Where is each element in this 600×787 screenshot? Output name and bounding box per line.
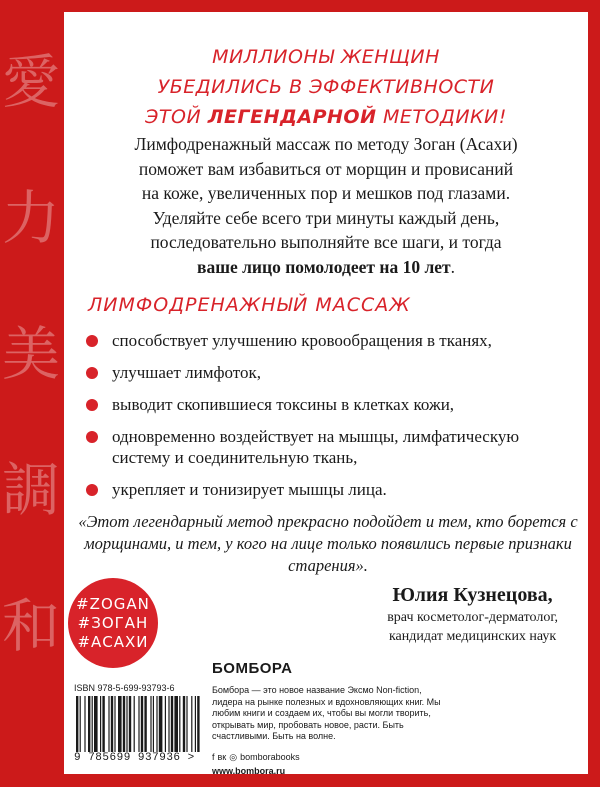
barcode-bar [134, 696, 135, 752]
intro-line: на коже, увеличенных пор и мешков под глазами. [141, 183, 511, 203]
publisher-block [212, 660, 452, 776]
barcode-bar [195, 696, 196, 752]
vk-icon: вк [217, 752, 227, 762]
barcode-bar [92, 696, 93, 752]
publisher-website: www.bombora.ru [212, 765, 286, 776]
barcode-bar [150, 696, 151, 752]
list-item [86, 479, 566, 500]
barcode-bar [108, 696, 109, 752]
barcode-bar [94, 696, 98, 752]
author-role: врач косметолог-дерматолог, [387, 610, 558, 625]
intro-line: поможет вам избавиться от морщин и провисаний [138, 158, 514, 179]
barcode-bar [76, 696, 78, 752]
barcode-bar [114, 696, 115, 752]
barcode-bar [88, 696, 90, 752]
list-item-text: одновременно воздействует на мышцы, лимфатическую систему и соединительную ткань, [112, 427, 520, 467]
headline-line [64, 102, 588, 132]
list-item [86, 426, 566, 468]
barcode-bar [186, 696, 187, 752]
barcode-bar [174, 696, 178, 752]
bullet-dot-icon [86, 335, 98, 347]
barcode-bar [111, 696, 113, 752]
intro-paragraph [64, 132, 588, 279]
kanji-char: 調 [1, 456, 60, 524]
barcode-bar [168, 696, 169, 752]
barcode-bar [129, 696, 131, 752]
hashtag: #АСАХИ [77, 632, 149, 651]
intro-line: последовательно выполняйте все шаги, и тогда [150, 232, 502, 252]
content-panel [64, 12, 588, 774]
barcode-bar [179, 696, 180, 752]
kanji-char: 和 [1, 592, 60, 660]
barcode-number: 9 785699 937936 > [74, 752, 195, 764]
kanji-char: 愛 [1, 48, 60, 116]
list-item-text: способствует улучшению кровообращения в тканях, [112, 331, 492, 350]
kanji-char: 力 [1, 184, 60, 252]
section-title: ЛИМФОДРЕНАЖНЫЙ МАССАЖ [88, 294, 411, 316]
publisher-logo: БОМБОРА [212, 660, 293, 677]
kanji-char: 美 [1, 320, 60, 388]
intro-bold: ваше лицо помолодеет на 10 лет [197, 256, 451, 277]
barcode-bar [197, 696, 199, 752]
hashtag-badge [68, 578, 158, 668]
intro-tail: . [450, 256, 455, 277]
barcode-bar [84, 696, 85, 752]
headline-bold: ЛЕГЕНДАРНОЙ [207, 106, 377, 128]
publisher-description: Бомбора — это новое название Эксмо Non-fiction, лидера на рынке полезных и вдохновляющих книг. Мы любим книги и создаем их, чтобы вы могли творить, открывать мир, пробовать новое, расти. Быть счастливыми. Быть на волне. [212, 685, 441, 741]
bullet-dot-icon [86, 484, 98, 496]
headline-text: МЕТОДИКИ! [376, 106, 507, 128]
barcode-bar [171, 696, 173, 752]
barcode-bar [183, 696, 185, 752]
testimonial-quote: «Этот легендарный метод прекрасно подойдет и тем, кто борется с морщинами, и тем, у кого на лице только появились первые признаки старения». [78, 512, 578, 575]
barcode-bar [118, 696, 122, 752]
headline-line: УБЕДИЛИСЬ В ЭФФЕКТИВНОСТИ [157, 76, 495, 98]
intro-line: Лимфодренажный массаж по методу Зоган (Асахи) [134, 134, 518, 154]
barcode-bar [153, 696, 154, 752]
quote-author [387, 582, 558, 646]
list-item-text: выводит скопившиеся токсины в клетках кожи, [112, 395, 455, 414]
social-handle: bomborabooks [240, 752, 300, 762]
barcode-bar [159, 696, 163, 752]
instagram-icon: ◎ [229, 751, 238, 762]
intro-line: Уделяйте себе всего три минуты каждый день, [152, 207, 500, 228]
hashtag: #ЗОГАН [77, 613, 149, 632]
barcode-bar [138, 696, 139, 752]
hashtag: #ZOGAN [76, 594, 150, 613]
list-item [86, 362, 566, 383]
publisher-social [212, 752, 452, 763]
kanji-column [0, 0, 62, 787]
barcode-bar [80, 696, 81, 752]
barcode-bar [123, 696, 125, 752]
intro-line [64, 255, 588, 280]
list-item-text: укрепляет и тонизирует мышцы лица. [112, 480, 387, 499]
barcode-bar [126, 696, 127, 752]
list-item [86, 394, 566, 415]
barcode-bar [100, 696, 101, 752]
benefits-list [86, 330, 566, 511]
barcode-bar [144, 696, 146, 752]
list-item-text: улучшает лимфоток, [112, 363, 261, 382]
bullet-dot-icon [86, 399, 98, 411]
barcode-bar [165, 696, 166, 752]
barcode-bar [191, 696, 192, 752]
bullet-dot-icon [86, 367, 98, 379]
author-credential: кандидат медицинских наук [388, 629, 557, 644]
barcode-bar [102, 696, 104, 752]
barcode-bar [156, 696, 157, 752]
bullet-dot-icon [86, 431, 98, 443]
list-item [86, 330, 566, 351]
isbn-label: ISBN 978-5-699-93793-6 [74, 683, 175, 693]
facebook-icon: f [212, 752, 215, 762]
headline-line: МИЛЛИОНЫ ЖЕНЩИН [212, 46, 440, 68]
headline [64, 42, 588, 132]
barcode-bar [141, 696, 143, 752]
author-name: Юлия Кузнецова, [392, 584, 553, 606]
headline-text: ЭТОЙ [145, 106, 208, 128]
